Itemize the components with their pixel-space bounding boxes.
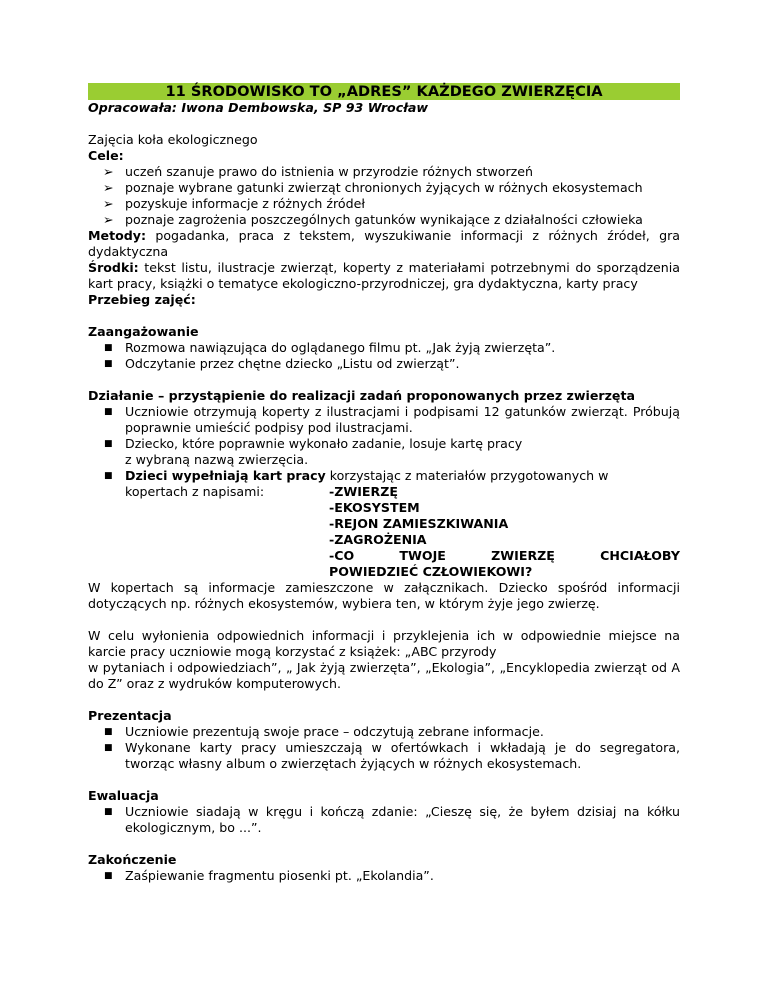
envelope-label: -ZWIERZĘ <box>329 484 398 499</box>
square-bullet-icon: ■ <box>104 727 113 737</box>
prezentacja-heading: Prezentacja <box>88 708 172 723</box>
envelope-line <box>88 500 680 516</box>
list-item: ➢ poznaje wybrane gatunki zwierząt chronionych żyjących w różnych ekosystemach <box>103 180 643 195</box>
ewaluacja-list <box>88 804 680 836</box>
srodki-paragraph: Środki: tekst listu, ilustracje zwierząt, koperty z materiałami potrzebnymi do sporządzenia kart pracy, książki o tematyce ekologiczno-przyrodniczej, gra dydaktyczna, karty pracy <box>88 260 680 291</box>
arrow-bullet-icon: ➢ <box>103 196 114 211</box>
envelope-question-end: POWIEDZIEĆ CZŁOWIEKOWI? <box>329 564 533 579</box>
square-bullet-icon: ■ <box>104 439 113 449</box>
list-item: ■ Dziecko, które poprawnie wykonało zadanie, losuje kartę pracy z wybraną nazwą zwierzęcia. <box>104 436 523 467</box>
dzialanie-heading: Działanie – przystąpienie do realizacji zadań proponowanych przez zwierzęta <box>88 388 635 403</box>
zakonczenie-list <box>88 868 680 884</box>
paragraph: W kopertach są informacje zamieszczone w załącznikach. Dziecko spośród informacji dotyczących np. różnych ekosystemów, wybiera ten, w którym żyje jego zwierzę. <box>88 580 680 611</box>
list-item: ■ Zaśpiewanie fragmentu piosenki pt. „Ekolandia”. <box>104 868 434 883</box>
list-item: ➢ poznaje zagrożenia poszczególnych gatunków wynikające z działalności człowieka <box>103 212 643 227</box>
list-item: ➢ uczeń szanuje prawo do istnienia w przyrodzie różnych stworzeń <box>103 164 533 179</box>
list-item: ■ Wykonane karty pracy umieszczają w ofertówkach i wkładają je do segregatora, tworząc własny album o zwierzętach żyjących w różnych ekosystemach. <box>104 740 680 771</box>
list-item: ■ Uczniowie otrzymują koperty z ilustracjami i podpisami 12 gatunków zwierząt. Próbują poprawnie umieścić podpisy pod ilustracjami. <box>104 404 680 435</box>
ewaluacja-heading: Ewaluacja <box>88 788 159 803</box>
envelope-label: -REJON ZAMIESZKIWANIA <box>329 516 509 531</box>
cele-list <box>88 164 680 228</box>
list-item: ■ Dzieci wypełniają kart pracy korzystając z materiałów przygotowanych w <box>104 468 609 483</box>
envelope-line <box>88 532 680 548</box>
arrow-bullet-icon: ➢ <box>103 180 114 195</box>
metody-paragraph: Metody: pogadanka, praca z tekstem, wyszukiwanie informacji z różnych źródeł, gra dydaktyczna <box>88 228 680 259</box>
square-bullet-icon: ■ <box>104 743 113 753</box>
zakonczenie-heading: Zakończenie <box>88 852 177 867</box>
cele-label: Cele: <box>88 148 124 163</box>
envelope-line-1 <box>88 484 680 500</box>
list-item: ➢ pozyskuje informacje z różnych źródeł <box>103 196 365 211</box>
list-item: ■ Uczniowie siadają w kręgu i kończą zdanie: „Cieszę się, że byłem dzisiaj na kółku ekologicznym, bo ...”. <box>104 804 680 835</box>
dzialanie-list <box>88 404 680 484</box>
author-line: Opracowała: Iwona Dembowska, SP 93 Wrocław <box>88 100 429 115</box>
square-bullet-icon: ■ <box>104 359 113 369</box>
square-bullet-icon: ■ <box>104 343 113 353</box>
prezentacja-list <box>88 724 680 772</box>
envelope-label: -EKOSYSTEM <box>329 500 420 515</box>
arrow-bullet-icon: ➢ <box>103 164 114 179</box>
square-bullet-icon: ■ <box>104 407 113 417</box>
list-item: ■ Rozmowa nawiązująca do oglądanego filmu pt. „Jak żyją zwierzęta”. <box>104 340 556 355</box>
zaangazowanie-list <box>88 340 680 372</box>
arrow-bullet-icon: ➢ <box>103 212 114 227</box>
square-bullet-icon: ■ <box>104 871 113 881</box>
document-title: 11 ŚRODOWISKO TO „ADRES” KAŻDEGO ZWIERZĘCIA <box>88 83 680 100</box>
square-bullet-icon: ■ <box>104 807 113 817</box>
envelope-question: -CO TWOJE ZWIERZĘ CHCIAŁOBY <box>329 548 680 563</box>
zaangazowanie-heading: Zaangażowanie <box>88 324 199 339</box>
envelope-line <box>88 516 680 532</box>
envelope-intro: kopertach z napisami: <box>125 484 265 499</box>
document <box>88 83 680 884</box>
przebieg-heading: Przebieg zajęć: <box>88 292 196 307</box>
square-bullet-icon: ■ <box>104 471 113 481</box>
envelope-label: -ZAGROŻENIA <box>329 532 427 547</box>
list-item: ■ Odczytanie przez chętne dziecko „Listu od zwierząt”. <box>104 356 460 371</box>
intro-line: Zajęcia koła ekologicznego <box>88 132 258 147</box>
list-item: ■ Uczniowie prezentują swoje prace – odczytują zebrane informacje. <box>104 724 544 739</box>
paragraph: W celu wyłonienia odpowiednich informacji i przyklejenia ich w odpowiednie miejsce na karcie pracy uczniowie mogą korzystać z książek: „ABC przyrody w pytaniach i odpowiedziach”, „ Jak żyją zwierzęta”, „Ekologia”, „Encyklopedia zwierząt od A do Z” oraz z wydruków komputerowych. <box>88 628 680 691</box>
